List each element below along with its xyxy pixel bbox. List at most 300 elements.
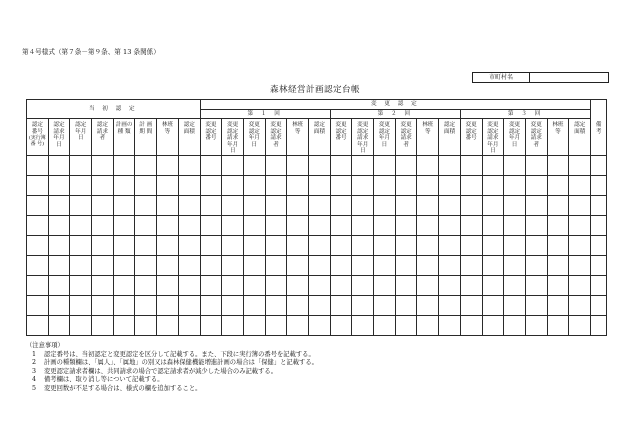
table-cell[interactable] (591, 295, 607, 315)
table-cell[interactable] (374, 295, 396, 315)
change-column-header-line: 認定 (313, 122, 325, 128)
table-cell[interactable] (439, 235, 461, 255)
table-cell[interactable] (569, 255, 591, 275)
table-cell[interactable] (222, 175, 244, 195)
table-cell[interactable] (525, 235, 547, 255)
table-cell[interactable] (460, 155, 482, 175)
table-cell[interactable] (504, 155, 526, 175)
table-cell[interactable] (591, 275, 607, 295)
initial-column-header-line: 番 号) (30, 141, 45, 148)
note-text: 変更認定請求者欄は、共同請求の場合で認定請求者が減少した場合のみ記載する。 (44, 367, 277, 375)
table-cell[interactable] (70, 215, 92, 235)
table-cell[interactable] (309, 275, 331, 295)
table-cell[interactable] (265, 195, 287, 215)
table-cell[interactable] (547, 235, 569, 255)
table-cell[interactable] (287, 175, 309, 195)
initial-column-header-line: 種 類 (117, 128, 131, 135)
table-cell[interactable] (395, 315, 417, 335)
table-cell[interactable] (352, 155, 374, 175)
table-cell[interactable] (460, 195, 482, 215)
table-cell[interactable] (417, 315, 439, 335)
table-cell[interactable] (135, 195, 157, 215)
table-cell[interactable] (27, 315, 49, 335)
table-cell[interactable] (200, 295, 222, 315)
table-cell[interactable] (70, 235, 92, 255)
change-column-header-line: 日 (511, 141, 518, 148)
change-column-header-line: 認定 (357, 128, 369, 135)
table-cell[interactable] (243, 275, 265, 295)
table-cell[interactable] (70, 195, 92, 215)
table-cell[interactable] (352, 235, 374, 255)
table-cell[interactable] (70, 275, 92, 295)
initial-column-header-line: 請求 (96, 128, 108, 135)
table-cell[interactable] (178, 255, 200, 275)
table-cell[interactable] (222, 215, 244, 235)
table-cell[interactable] (569, 275, 591, 295)
table-cell[interactable] (92, 195, 114, 215)
table-cell[interactable] (547, 155, 569, 175)
table-cell[interactable] (113, 315, 135, 335)
table-cell[interactable] (178, 235, 200, 255)
table-cell[interactable] (525, 215, 547, 235)
table-cell[interactable] (504, 215, 526, 235)
initial-column-header-line: 認定 (31, 122, 43, 128)
table-cell[interactable] (525, 195, 547, 215)
change-column-header-line: 認定 (270, 128, 282, 135)
table-cell[interactable] (287, 195, 309, 215)
table-cell[interactable] (92, 255, 114, 275)
table-cell[interactable] (92, 235, 114, 255)
table-cell[interactable] (135, 215, 157, 235)
table-cell[interactable] (569, 315, 591, 335)
table-cell[interactable] (178, 275, 200, 295)
table-cell[interactable] (200, 155, 222, 175)
table-cell[interactable] (352, 175, 374, 195)
table-cell[interactable] (374, 255, 396, 275)
table-cell[interactable] (113, 195, 135, 215)
table-cell[interactable] (525, 155, 547, 175)
table-cell[interactable] (265, 235, 287, 255)
change-column-header-line: 変更 (248, 122, 260, 128)
table-cell[interactable] (48, 255, 70, 275)
table-cell[interactable] (135, 275, 157, 295)
table-cell[interactable] (547, 295, 569, 315)
change-column-header-line: 日 (381, 141, 388, 148)
change-column-header-line: 請求 (530, 135, 542, 142)
table-cell[interactable] (591, 195, 607, 215)
change-column-header (460, 119, 482, 156)
table-cell[interactable] (374, 155, 396, 175)
table-cell[interactable] (48, 195, 70, 215)
table-cell[interactable] (309, 255, 331, 275)
change-column-header-line: 変更 (357, 122, 369, 128)
table-cell[interactable] (395, 275, 417, 295)
table-cell[interactable] (547, 175, 569, 195)
change-column-header-line: 変更 (227, 122, 239, 128)
table-cell[interactable] (178, 315, 200, 335)
table-cell[interactable] (504, 195, 526, 215)
table-cell[interactable] (482, 155, 504, 175)
table-cell[interactable] (222, 255, 244, 275)
table-cell[interactable] (460, 175, 482, 195)
table-cell[interactable] (330, 295, 352, 315)
table-cell[interactable] (482, 315, 504, 335)
table-cell[interactable] (287, 235, 309, 255)
table-cell[interactable] (27, 275, 49, 295)
initial-column-header (178, 119, 200, 156)
table-cell[interactable] (309, 175, 331, 195)
table-cell[interactable] (569, 195, 591, 215)
table-cell[interactable] (113, 175, 135, 195)
table-cell[interactable] (309, 315, 331, 335)
municipality-field[interactable] (530, 73, 608, 82)
table-cell[interactable] (417, 235, 439, 255)
note-item (26, 351, 318, 360)
table-cell[interactable] (504, 295, 526, 315)
table-cell[interactable] (330, 215, 352, 235)
table-cell[interactable] (135, 295, 157, 315)
table-cell[interactable] (352, 315, 374, 335)
table-cell[interactable] (157, 275, 179, 295)
table-cell[interactable] (547, 195, 569, 215)
table-cell[interactable] (157, 175, 179, 195)
table-cell[interactable] (591, 175, 607, 195)
table-cell[interactable] (309, 235, 331, 255)
table-cell[interactable] (547, 255, 569, 275)
table-cell[interactable] (504, 315, 526, 335)
change-column-header-line: 林班 (552, 122, 564, 128)
table-cell[interactable] (92, 175, 114, 195)
change-column-header-line: 番号 (465, 135, 477, 142)
table-cell[interactable] (243, 215, 265, 235)
table-cell[interactable] (70, 175, 92, 195)
table-cell[interactable] (504, 235, 526, 255)
table-cell[interactable] (591, 155, 607, 175)
table-cell[interactable] (287, 295, 309, 315)
note-number: 1 (32, 350, 37, 358)
change-column-header (439, 119, 461, 156)
table-cell[interactable] (460, 215, 482, 235)
change-column-header-line: 年月 (227, 141, 239, 148)
table-cell[interactable] (157, 155, 179, 175)
table-cell[interactable] (157, 315, 179, 335)
table-cell[interactable] (178, 155, 200, 175)
table-cell[interactable] (92, 275, 114, 295)
table-cell[interactable] (178, 215, 200, 235)
table-cell[interactable] (200, 315, 222, 335)
table-cell[interactable] (525, 315, 547, 335)
change-column-header-line: 者 (403, 141, 409, 148)
table-cell[interactable] (330, 315, 352, 335)
table-cell[interactable] (482, 195, 504, 215)
change-column-header-line: 請求 (487, 135, 499, 142)
table-cell[interactable] (222, 275, 244, 295)
change-column-header-line: 変更 (335, 122, 347, 128)
change-column-header (330, 119, 352, 156)
table-cell[interactable] (395, 215, 417, 235)
table-row (27, 255, 607, 275)
change-column-header-line: 認定 (378, 128, 391, 135)
table-cell[interactable] (569, 155, 591, 175)
table-cell[interactable] (178, 175, 200, 195)
table-cell[interactable] (287, 255, 309, 275)
table-cell[interactable] (243, 255, 265, 275)
table-cell[interactable] (547, 315, 569, 335)
table-cell[interactable] (352, 295, 374, 315)
table-cell[interactable] (222, 195, 244, 215)
table-cell[interactable] (309, 155, 331, 175)
table-cell[interactable] (591, 235, 607, 255)
change-column-header-line: 変更 (270, 122, 282, 128)
table-cell[interactable] (200, 175, 222, 195)
table-cell[interactable] (287, 155, 309, 175)
table-cell[interactable] (330, 255, 352, 275)
table-cell[interactable] (460, 255, 482, 275)
table-cell[interactable] (92, 315, 114, 335)
table-cell[interactable] (27, 295, 49, 315)
initial-column-header-line: 日 (56, 141, 62, 148)
table-cell[interactable] (439, 295, 461, 315)
table-cell[interactable] (352, 195, 374, 215)
table-cell[interactable] (265, 175, 287, 195)
change-column-header-line: 等 (294, 128, 301, 135)
table-cell[interactable] (417, 215, 439, 235)
table-cell[interactable] (374, 235, 396, 255)
table-cell[interactable] (178, 195, 200, 215)
notes-heading: （注意事項） (26, 342, 64, 349)
table-cell[interactable] (157, 255, 179, 275)
table-cell[interactable] (439, 155, 461, 175)
change-column-header (395, 119, 417, 156)
change-column-header-line: 林班 (422, 122, 434, 128)
table-cell[interactable] (330, 155, 352, 175)
change-column-header (482, 119, 504, 156)
table-cell[interactable] (417, 155, 439, 175)
table-cell[interactable] (374, 215, 396, 235)
table-cell[interactable] (417, 195, 439, 215)
table-cell[interactable] (48, 235, 70, 255)
table-cell[interactable] (70, 255, 92, 275)
table-cell[interactable] (591, 215, 607, 235)
table-cell[interactable] (330, 235, 352, 255)
table-cell[interactable] (27, 195, 49, 215)
table-cell[interactable] (417, 255, 439, 275)
table-cell[interactable] (113, 275, 135, 295)
table-cell[interactable] (569, 215, 591, 235)
initial-column-header-line: 請求 (53, 128, 65, 135)
table-row (27, 235, 607, 255)
note-number: 3 (32, 367, 37, 375)
table-cell[interactable] (222, 155, 244, 175)
table-cell[interactable] (48, 295, 70, 315)
table-cell[interactable] (200, 275, 222, 295)
table-cell[interactable] (287, 315, 309, 335)
change-column-header-line: 等 (425, 128, 431, 135)
table-cell[interactable] (395, 235, 417, 255)
table-cell[interactable] (92, 215, 114, 235)
table-cell[interactable] (113, 295, 135, 315)
table-cell[interactable] (113, 215, 135, 235)
change-column-header (222, 119, 244, 156)
table-cell[interactable] (157, 235, 179, 255)
table-cell[interactable] (222, 295, 244, 315)
table-cell[interactable] (70, 295, 92, 315)
table-cell[interactable] (200, 235, 222, 255)
table-cell[interactable] (374, 195, 396, 215)
table-cell[interactable] (374, 275, 396, 295)
table-cell[interactable] (157, 295, 179, 315)
table-cell[interactable] (113, 235, 135, 255)
table-cell[interactable] (243, 295, 265, 315)
table-cell[interactable] (525, 295, 547, 315)
table-cell[interactable] (309, 295, 331, 315)
table-cell[interactable] (525, 275, 547, 295)
table-cell[interactable] (482, 295, 504, 315)
table-cell[interactable] (243, 235, 265, 255)
table-cell[interactable] (178, 295, 200, 315)
table-cell[interactable] (569, 235, 591, 255)
table-cell[interactable] (439, 215, 461, 235)
change-column-header-line: 番号 (205, 135, 217, 142)
table-cell[interactable] (547, 275, 569, 295)
table-cell[interactable] (591, 255, 607, 275)
table-cell[interactable] (135, 255, 157, 275)
table-cell[interactable] (27, 255, 49, 275)
table-cell[interactable] (482, 275, 504, 295)
table-cell[interactable] (113, 155, 135, 175)
change-column-header-line: 日 (490, 148, 496, 155)
table-cell[interactable] (309, 215, 331, 235)
table-cell[interactable] (309, 195, 331, 215)
table-cell[interactable] (243, 175, 265, 195)
table-cell[interactable] (482, 215, 504, 235)
table-cell[interactable] (460, 315, 482, 335)
table-cell[interactable] (395, 295, 417, 315)
initial-column-header-line: 認定 (53, 122, 65, 128)
table-cell[interactable] (395, 255, 417, 275)
table-cell[interactable] (482, 235, 504, 255)
table-cell[interactable] (27, 155, 49, 175)
table-cell[interactable] (135, 235, 157, 255)
table-cell[interactable] (482, 255, 504, 275)
table-cell[interactable] (243, 315, 265, 335)
table-cell[interactable] (525, 255, 547, 275)
table-cell[interactable] (48, 175, 70, 195)
initial-column-header (48, 119, 70, 156)
table-cell[interactable] (439, 315, 461, 335)
table-cell[interactable] (439, 275, 461, 295)
table-cell[interactable] (27, 175, 49, 195)
table-cell[interactable] (135, 155, 157, 175)
table-cell[interactable] (460, 295, 482, 315)
table-cell[interactable] (48, 215, 70, 235)
table-cell[interactable] (417, 175, 439, 195)
table-cell[interactable] (395, 155, 417, 175)
table-cell[interactable] (222, 235, 244, 255)
change-column-header-line: 認定 (530, 128, 542, 135)
table-cell[interactable] (135, 175, 157, 195)
table-cell[interactable] (92, 155, 114, 175)
table-cell[interactable] (460, 235, 482, 255)
change-column-header (287, 119, 309, 156)
table-cell[interactable] (243, 195, 265, 215)
change-column-header-line: 林班 (292, 122, 304, 128)
table-cell[interactable] (48, 315, 70, 335)
table-cell[interactable] (395, 195, 417, 215)
table-cell[interactable] (200, 215, 222, 235)
table-cell[interactable] (243, 155, 265, 175)
table-cell[interactable] (200, 195, 222, 215)
table-cell[interactable] (157, 195, 179, 215)
table-cell[interactable] (569, 175, 591, 195)
initial-column-header-line: 者 (99, 135, 106, 142)
table-cell[interactable] (157, 215, 179, 235)
table-cell[interactable] (92, 295, 114, 315)
table-cell[interactable] (504, 255, 526, 275)
table-cell[interactable] (352, 255, 374, 275)
table-cell[interactable] (525, 175, 547, 195)
table-cell[interactable] (287, 275, 309, 295)
table-cell[interactable] (222, 315, 244, 335)
table-cell[interactable] (460, 275, 482, 295)
ledger-table (26, 99, 607, 336)
change-column-header (547, 119, 569, 156)
table-cell[interactable] (504, 275, 526, 295)
table-cell[interactable] (287, 215, 309, 235)
table-cell[interactable] (330, 275, 352, 295)
table-cell[interactable] (352, 215, 374, 235)
table-cell[interactable] (374, 175, 396, 195)
table-cell[interactable] (113, 255, 135, 275)
table-cell[interactable] (330, 175, 352, 195)
table-cell[interactable] (591, 315, 607, 335)
table-cell[interactable] (352, 275, 374, 295)
table-cell[interactable] (417, 275, 439, 295)
table-cell[interactable] (265, 295, 287, 315)
initial-column-header-line: 面積 (183, 128, 195, 135)
table-cell[interactable] (265, 255, 287, 275)
initial-column-header-line: 期 間 (139, 128, 153, 135)
table-cell[interactable] (48, 275, 70, 295)
table-cell[interactable] (70, 155, 92, 175)
table-cell[interactable] (569, 295, 591, 315)
table-cell[interactable] (48, 155, 70, 175)
change-column-header-line: 認定 (508, 128, 521, 135)
table-cell[interactable] (265, 275, 287, 295)
table-cell[interactable] (439, 195, 461, 215)
table-cell[interactable] (439, 175, 461, 195)
table-cell[interactable] (547, 215, 569, 235)
table-cell[interactable] (417, 295, 439, 315)
table-cell[interactable] (70, 315, 92, 335)
table-row (27, 315, 607, 335)
table-cell[interactable] (265, 155, 287, 175)
table-cell[interactable] (135, 315, 157, 335)
table-cell[interactable] (200, 255, 222, 275)
table-cell[interactable] (27, 235, 49, 255)
table-cell[interactable] (265, 215, 287, 235)
notes-list (26, 351, 318, 394)
table-cell[interactable] (27, 215, 49, 235)
change-round-2-header: 第 ２ 回 (330, 110, 460, 119)
table-cell[interactable] (482, 175, 504, 195)
table-cell[interactable] (374, 315, 396, 335)
table-cell[interactable] (330, 195, 352, 215)
table-cell[interactable] (265, 315, 287, 335)
table-cell[interactable] (439, 255, 461, 275)
table-cell[interactable] (395, 175, 417, 195)
table-cell[interactable] (504, 175, 526, 195)
